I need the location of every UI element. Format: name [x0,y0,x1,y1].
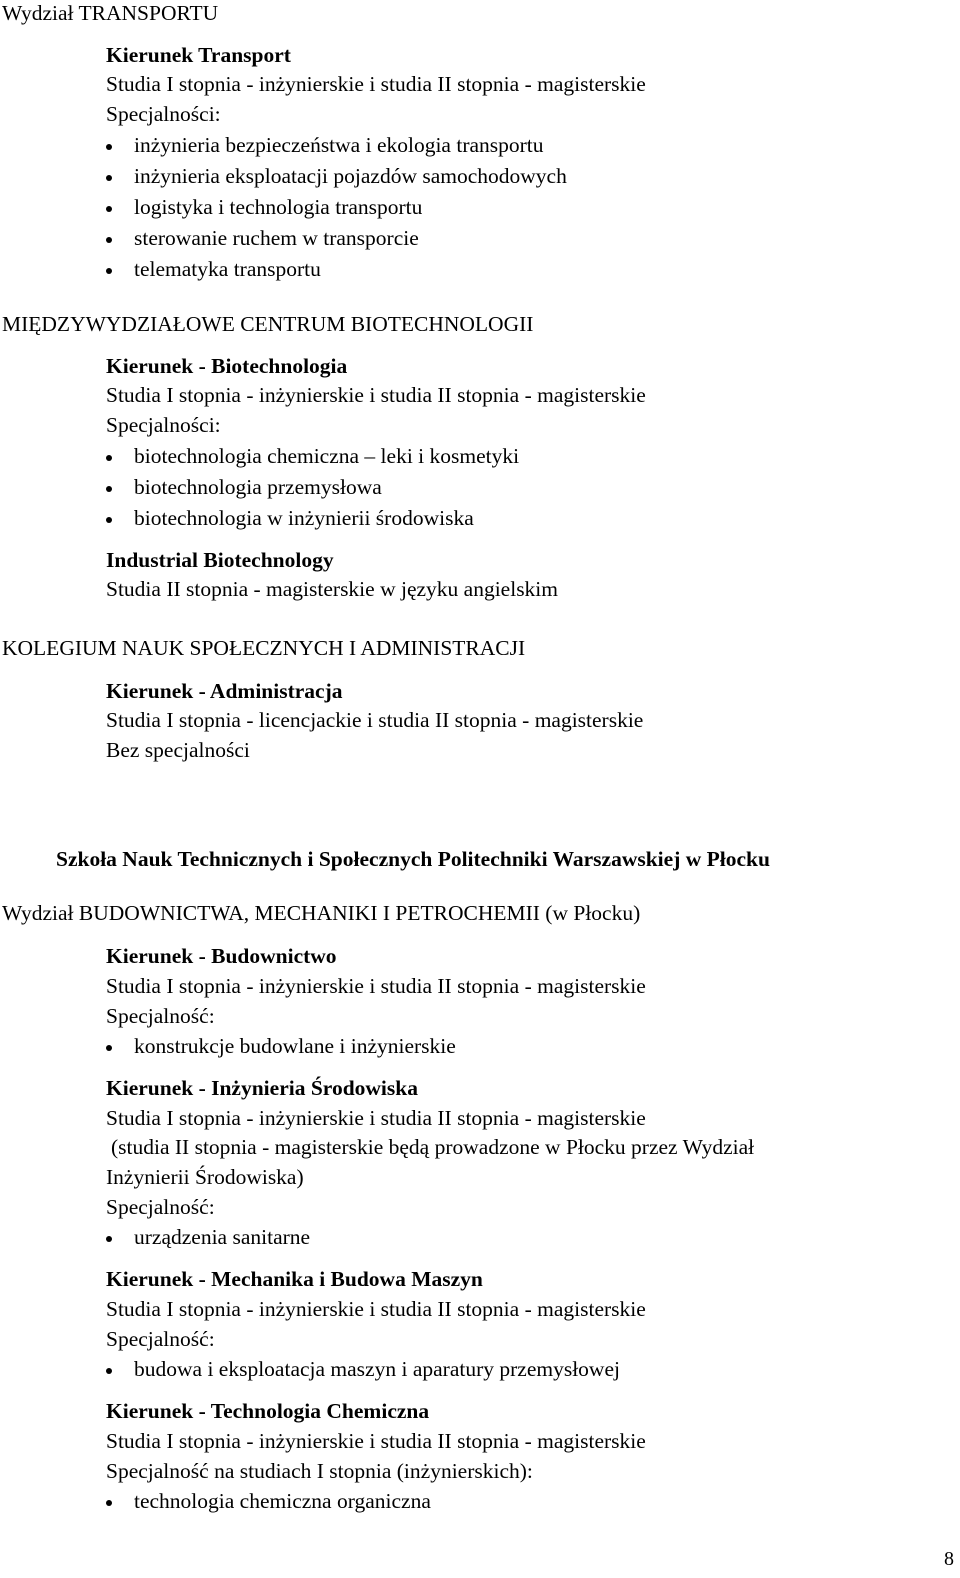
bullet-icon [106,486,112,492]
section-title-biotechnologii: MIĘDZYWYDZIAŁOWE CENTRUM BIOTECHNOLOGII [2,312,534,336]
kierunek-administracja-studia: Studia I stopnia - licencjackie i studia II stopnia - magisterskie [106,708,644,732]
kierunek-biotechnologia-studia: Studia I stopnia - inżynierskie i studia II stopnia - magisterskie [106,383,646,407]
bullet-icon [106,1500,112,1506]
list-item: logistyka i technologia transportu [106,197,394,219]
list-item: budowa i eksploatacja maszyn i aparatury przemysłowej [106,1359,592,1381]
kierunek-inzynieria-srodowiska-spec-label: Specjalność: [106,1195,215,1219]
list-item: biotechnologia chemiczna – leki i kosmetyki [106,446,491,468]
list-item: inżynieria eksploatacji pojazdów samochodowych [106,166,539,188]
bullet-icon [106,144,112,150]
kierunek-mechanika-spec-label: Specjalność: [106,1327,215,1351]
bullet-icon [106,1236,112,1242]
kierunek-transport-studia: Studia I stopnia - inżynierskie i studia II stopnia - magisterskie [106,72,646,96]
kierunek-transport-spec-label: Specjalności: [106,102,221,126]
kierunek-administracja-spec-label: Bez specjalności [106,738,250,762]
list-item: konstrukcje budowlane i inżynierskie [106,1036,428,1058]
bullet-icon [106,455,112,461]
list-item: sterowanie ruchem w transporcie [106,228,391,250]
bullet-icon [106,206,112,212]
kierunek-biotechnologia-title: Kierunek - Biotechnologia [106,354,348,378]
kierunek-budownictwo-spec-label: Specjalność: [106,1004,215,1028]
kierunek-technologia-chemiczna-title: Kierunek - Technologia Chemiczna [106,1399,430,1423]
kierunek-budownictwo-title: Kierunek - Budownictwo [106,944,337,968]
section-title-transport: Wydział TRANSPORTU [2,1,219,25]
kierunek-inzynieria-srodowiska-title: Kierunek - Inżynieria Środowiska [106,1076,418,1100]
list-item: biotechnologia przemysłowa [106,477,354,499]
bullet-icon [106,268,112,274]
list-item: technologia chemiczna organiczna [106,1491,403,1513]
kierunek-technologia-chemiczna-studia: Studia I stopnia - inżynierskie i studia II stopnia - magisterskie [106,1429,646,1453]
school-heading: Szkoła Nauk Technicznych i Społecznych Politechniki Warszawskiej w Płocku [56,847,770,871]
kierunek-mechanika-studia: Studia I stopnia - inżynierskie i studia II stopnia - magisterskie [106,1297,646,1321]
bullet-icon [106,175,112,181]
kierunek-biotechnologia-spec-label: Specjalności: [106,413,221,437]
kierunek-inzynieria-srodowiska-studia: Studia I stopnia - inżynierskie i studia II stopnia - magisterskie [106,1106,646,1130]
bullet-icon [106,1368,112,1374]
list-item: telematyka transportu [106,259,293,281]
bullet-icon [106,237,112,243]
kierunek-transport-title: Kierunek Transport [106,43,291,67]
list-item: biotechnologia w inżynierii środowiska [106,508,446,530]
industrial-biotechnology-studia: Studia II stopnia - magisterskie w języku angielskim [106,577,559,601]
page-number: 8 [944,1548,954,1570]
industrial-biotechnology-title: Industrial Biotechnology [106,548,334,572]
section-title-kolegium: KOLEGIUM NAUK SPOŁECZNYCH I ADMINISTRACJI [2,636,526,660]
bullet-icon [106,1045,112,1051]
list-item: urządzenia sanitarne [106,1227,282,1249]
kierunek-budownictwo-studia: Studia I stopnia - inżynierskie i studia II stopnia - magisterskie [106,974,646,998]
list-item: inżynieria bezpieczeństwa i ekologia transportu [106,135,516,157]
kierunek-inzynieria-srodowiska-note-cont: Inżynierii Środowiska) [106,1165,304,1189]
kierunek-administracja-title: Kierunek - Administracja [106,679,343,703]
kierunek-technologia-chemiczna-spec-label: Specjalność na studiach I stopnia (inżynierskich): [106,1459,533,1483]
kierunek-mechanika-title: Kierunek - Mechanika i Budowa Maszyn [106,1267,483,1291]
kierunek-inzynieria-srodowiska-note: (studia II stopnia - magisterskie będą prowadzone w Płocku przez Wydział [111,1135,755,1159]
section-title-budownictwa: Wydział BUDOWNICTWA, MECHANIKI I PETROCHEMII (w Płocku) [2,901,641,925]
bullet-icon [106,517,112,523]
